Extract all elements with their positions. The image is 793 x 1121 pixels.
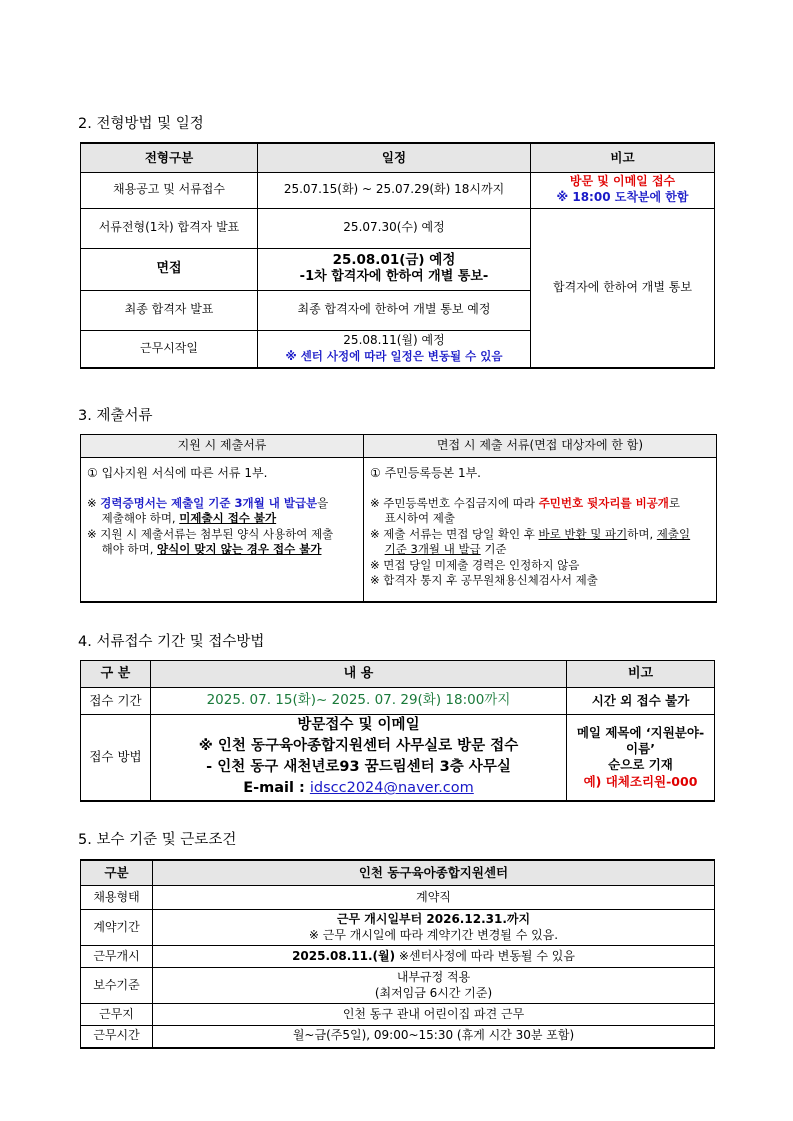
interview-doc-note-2: ※ 제출 서류는 면접 당일 확인 후 바로 반환 및 파기하며, 제출일 기준 3개월 내 발급 기준 [370, 526, 691, 557]
apply-docs-cell [81, 458, 364, 602]
row-date [258, 330, 531, 368]
interview-doc-note-1: ※ 주민등록번호 수집금지에 따라 주민번호 뒷자리를 비공개로 표시하여 제출 [370, 495, 681, 526]
header-center: 인천 동구육아종합지원센터 [153, 860, 715, 886]
row-date: 25.07.30(수) 예정 [258, 208, 531, 248]
row-note [531, 172, 715, 208]
row-value: 계약직 [153, 886, 715, 910]
row-date [258, 248, 531, 290]
row-type: 근무시작일 [81, 330, 258, 368]
header-date: 일정 [258, 143, 531, 172]
header-apply-docs: 지원 시 제출서류 [81, 435, 364, 458]
apply-doc-item: ① 입사지원 서식에 따른 서류 1부. [87, 466, 268, 480]
note-visit-email: 방문 및 이메일 접수 [569, 174, 676, 189]
start-note: ※ 센터 사정에 따라 일정은 변동될 수 있음 [285, 349, 503, 364]
email-link[interactable]: idscc2024@naver.com [309, 780, 474, 797]
row-label: 근무개시 [81, 946, 153, 968]
apply-doc-note-2: ※ 지원 시 제출서류는 첨부된 양식 사용하여 제출 해야 하며, 양식이 맞지 않는 경우 접수 불가 [87, 526, 334, 557]
method-line-1: 방문접수 및 이메일 [297, 717, 420, 734]
section-title-schedule: 2. 전형방법 및 일정 [78, 116, 204, 132]
table-row [81, 1026, 715, 1048]
reception-period-note: 시간 외 접수 불가 [567, 688, 715, 715]
section-title-reception: 4. 서류접수 기간 및 접수방법 [78, 634, 265, 650]
table-row [81, 946, 715, 968]
header-note: 비고 [531, 143, 715, 172]
interview-doc-note-3: ※ 면접 당일 미제출 경력은 인정하지 않음 [370, 557, 580, 572]
method-line-3: - 인천 동구 새천년로93 꿈드림센터 3층 사무실 [206, 759, 511, 776]
row-label: 접수 기간 [81, 688, 151, 715]
header-category: 구 분 [81, 661, 151, 688]
start-date: 25.08.11(월) 예정 [343, 333, 445, 348]
table-row [81, 172, 715, 208]
row-date: 25.07.15(화) ~ 25.07.29(화) 18시까지 [258, 172, 531, 208]
interview-doc-note-4: ※ 합격자 통지 후 공무원채용신체검사서 제출 [370, 573, 598, 588]
header-interview-docs: 면접 시 제출 서류(면접 대상자에 한 함) [364, 435, 717, 458]
row-label: 근무시간 [81, 1026, 153, 1048]
table-row [81, 968, 715, 1004]
table-row [81, 715, 715, 801]
interview-doc-item: ① 주민등록등본 1부. [370, 466, 481, 480]
header-category: 구분 [81, 860, 153, 886]
conditions-table [80, 859, 715, 1049]
row-value: 월~금(주5일), 09:00~15:30 (휴게 시간 30분 포함) [153, 1026, 715, 1048]
schedule-table [80, 142, 715, 369]
row-type: 최종 합격자 발표 [81, 290, 258, 330]
row-type: 면접 [81, 248, 258, 290]
row-type: 서류전형(1차) 합격자 발표 [81, 208, 258, 248]
row-value: 내부규정 적용 (최저임금 6시간 기준) [153, 968, 715, 1004]
row-value: 2025.08.11.(월) ※센터사정에 따라 변동될 수 있음 [153, 946, 715, 968]
row-value: 근무 개시일부터 2026.12.31.까지 ※ 근무 개시일에 따라 계약기간 변경될 수 있음. [153, 910, 715, 946]
table-row [81, 1004, 715, 1026]
apply-doc-note-1: ※ 경력증명서는 제출일 기준 3개월 내 발급분을 제출해야 하며, 미제출시 접수 불가 [87, 495, 329, 526]
row-label: 근무지 [81, 1004, 153, 1026]
row-value: 인천 동구 관내 어린이집 파견 근무 [153, 1004, 715, 1026]
interview-docs-cell [364, 458, 717, 602]
interview-note: -1차 합격자에 한하여 개별 통보- [299, 269, 489, 285]
reception-method [151, 715, 567, 801]
documents-table [80, 434, 717, 603]
header-type: 전형구분 [81, 143, 258, 172]
row-type: 채용공고 및 서류접수 [81, 172, 258, 208]
row-label: 보수기준 [81, 968, 153, 1004]
table-row [81, 910, 715, 946]
reception-period: 2025. 07. 15(화)~ 2025. 07. 29(화) 18:00까지 [151, 688, 567, 715]
section-title-documents: 3. 제출서류 [78, 408, 153, 424]
row-label: 계약기간 [81, 910, 153, 946]
section-title-conditions: 5. 보수 기준 및 근로조건 [78, 832, 237, 848]
row-label: 접수 방법 [81, 715, 151, 801]
reception-method-note: 메일 제목에 ‘지원분야- 이름’ 순으로 기재 예) 대체조리원-000 [567, 715, 715, 801]
header-content: 내 용 [151, 661, 567, 688]
row-label: 채용형태 [81, 886, 153, 910]
merged-note: 합격자에 한하여 개별 통보 [531, 208, 715, 368]
interview-date: 25.08.01(금) 예정 [332, 251, 456, 268]
reception-table [80, 660, 715, 802]
method-line-2: ※ 인천 동구육아종합지원센터 사무실로 방문 접수 [198, 738, 519, 755]
table-row [81, 208, 715, 248]
table-row [81, 688, 715, 715]
note-deadline: ※ 18:00 도착분에 한함 [556, 190, 689, 204]
method-email: E-mail : idscc2024@naver.com [243, 780, 474, 797]
header-note: 비고 [567, 661, 715, 688]
row-date: 최종 합격자에 한하여 개별 통보 예정 [258, 290, 531, 330]
table-row [81, 886, 715, 910]
